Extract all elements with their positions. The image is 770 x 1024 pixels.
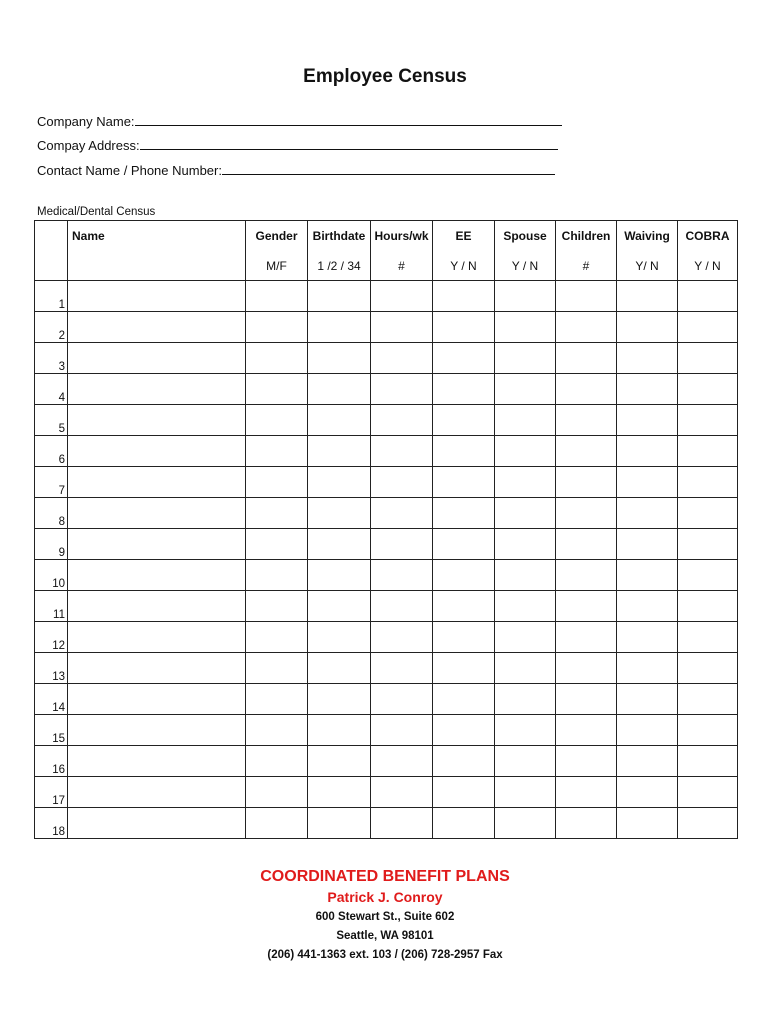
cell-waiving[interactable]	[617, 467, 678, 498]
col-sub-birthdate: 1 /2 / 34	[308, 251, 371, 281]
cell-name[interactable]	[68, 312, 246, 343]
row-number: 2	[35, 312, 68, 343]
table-row	[35, 808, 738, 839]
cell-cobra[interactable]	[678, 281, 738, 312]
cell-gender[interactable]	[246, 684, 308, 715]
cell-ee[interactable]	[433, 405, 495, 436]
row-number: 1	[35, 281, 68, 312]
table-row	[35, 467, 738, 498]
cell-waiving[interactable]	[617, 374, 678, 405]
cell-hours[interactable]	[371, 622, 433, 653]
cell-birthdate[interactable]	[308, 560, 371, 591]
cell-hours[interactable]	[371, 405, 433, 436]
cell-cobra[interactable]	[678, 374, 738, 405]
header-row	[35, 221, 738, 252]
cell-hours[interactable]	[371, 777, 433, 808]
company-name-field[interactable]	[37, 113, 562, 129]
cell-cobra[interactable]	[678, 436, 738, 467]
row-number: 4	[35, 374, 68, 405]
cell-ee[interactable]	[433, 746, 495, 777]
cell-hours[interactable]	[371, 529, 433, 560]
cell-children[interactable]	[556, 405, 617, 436]
cell-name[interactable]	[68, 684, 246, 715]
cell-children[interactable]	[556, 374, 617, 405]
col-sub-spouse: Y / N	[495, 251, 556, 281]
cell-ee[interactable]	[433, 374, 495, 405]
cell-name[interactable]	[68, 343, 246, 374]
col-sub-ee: Y / N	[433, 251, 495, 281]
cell-birthdate[interactable]	[308, 529, 371, 560]
cell-children[interactable]	[556, 746, 617, 777]
cell-birthdate[interactable]	[308, 808, 371, 839]
cell-name[interactable]	[68, 405, 246, 436]
row-number: 15	[35, 715, 68, 746]
cell-children[interactable]	[556, 498, 617, 529]
cell-hours[interactable]	[371, 312, 433, 343]
row-number: 16	[35, 746, 68, 777]
cell-spouse[interactable]	[495, 715, 556, 746]
cell-gender[interactable]	[246, 312, 308, 343]
section-label: Medical/Dental Census	[37, 206, 156, 218]
cell-waiving[interactable]	[617, 343, 678, 374]
cell-children[interactable]	[556, 343, 617, 374]
cell-waiving[interactable]	[617, 746, 678, 777]
cell-spouse[interactable]	[495, 684, 556, 715]
cell-spouse[interactable]	[495, 374, 556, 405]
cell-gender[interactable]	[246, 374, 308, 405]
cell-spouse[interactable]	[495, 281, 556, 312]
row-number: 6	[35, 436, 68, 467]
table-row	[35, 746, 738, 777]
cell-name[interactable]	[68, 808, 246, 839]
cell-hours[interactable]	[371, 653, 433, 684]
company-address-line[interactable]	[140, 137, 558, 150]
cell-gender[interactable]	[246, 405, 308, 436]
cell-cobra[interactable]	[678, 684, 738, 715]
cell-spouse[interactable]	[495, 498, 556, 529]
cell-ee[interactable]	[433, 467, 495, 498]
cell-spouse[interactable]	[495, 560, 556, 591]
row-number: 18	[35, 808, 68, 839]
cell-hours[interactable]	[371, 436, 433, 467]
table-row	[35, 715, 738, 746]
cell-ee[interactable]	[433, 684, 495, 715]
cell-name[interactable]	[68, 529, 246, 560]
row-number: 17	[35, 777, 68, 808]
row-number: 7	[35, 467, 68, 498]
cell-cobra[interactable]	[678, 653, 738, 684]
cell-waiving[interactable]	[617, 529, 678, 560]
cell-hours[interactable]	[371, 715, 433, 746]
cell-waiving[interactable]	[617, 405, 678, 436]
row-number-header	[35, 221, 68, 252]
cell-children[interactable]	[556, 684, 617, 715]
cell-name[interactable]	[68, 560, 246, 591]
cell-waiving[interactable]	[617, 312, 678, 343]
table-row	[35, 312, 738, 343]
cell-birthdate[interactable]	[308, 312, 371, 343]
col-header-gender: Gender	[246, 221, 308, 252]
cell-ee[interactable]	[433, 715, 495, 746]
col-sub-cobra: Y / N	[678, 251, 738, 281]
cell-gender[interactable]	[246, 808, 308, 839]
cell-ee[interactable]	[433, 343, 495, 374]
cell-spouse[interactable]	[495, 746, 556, 777]
table-row	[35, 343, 738, 374]
cell-hours[interactable]	[371, 498, 433, 529]
cell-cobra[interactable]	[678, 312, 738, 343]
cell-hours[interactable]	[371, 591, 433, 622]
cell-cobra[interactable]	[678, 746, 738, 777]
table-row	[35, 653, 738, 684]
cell-gender[interactable]	[246, 622, 308, 653]
cell-birthdate[interactable]	[308, 498, 371, 529]
cell-birthdate[interactable]	[308, 467, 371, 498]
table-row	[35, 281, 738, 312]
cell-waiving[interactable]	[617, 436, 678, 467]
cell-waiving[interactable]	[617, 777, 678, 808]
cell-cobra[interactable]	[678, 560, 738, 591]
cell-ee[interactable]	[433, 498, 495, 529]
company-name-label: Company Name:	[37, 114, 135, 129]
cell-spouse[interactable]	[495, 777, 556, 808]
cell-ee[interactable]	[433, 281, 495, 312]
table-row	[35, 622, 738, 653]
cell-birthdate[interactable]	[308, 436, 371, 467]
cell-hours[interactable]	[371, 746, 433, 777]
col-sub-waiving: Y/ N	[617, 251, 678, 281]
cell-name[interactable]	[68, 622, 246, 653]
cell-spouse[interactable]	[495, 622, 556, 653]
cell-spouse[interactable]	[495, 467, 556, 498]
footer-phone: (206) 441-1363 ext. 103 / (206) 728-2957 Fax	[267, 949, 503, 961]
cell-name[interactable]	[68, 498, 246, 529]
table-row	[35, 436, 738, 467]
cell-waiving[interactable]	[617, 622, 678, 653]
cell-cobra[interactable]	[678, 343, 738, 374]
col-header-cobra: COBRA	[678, 221, 738, 252]
cell-children[interactable]	[556, 591, 617, 622]
cell-cobra[interactable]	[678, 529, 738, 560]
cell-name[interactable]	[68, 591, 246, 622]
cell-hours[interactable]	[371, 684, 433, 715]
table-row	[35, 777, 738, 808]
cell-gender[interactable]	[246, 529, 308, 560]
census-table	[34, 220, 738, 839]
cell-children[interactable]	[556, 715, 617, 746]
cell-children[interactable]	[556, 529, 617, 560]
cell-ee[interactable]	[433, 312, 495, 343]
cell-gender[interactable]	[246, 467, 308, 498]
cell-cobra[interactable]	[678, 591, 738, 622]
cell-name[interactable]	[68, 715, 246, 746]
table-row	[35, 498, 738, 529]
table-row	[35, 374, 738, 405]
contact-label: Contact Name / Phone Number:	[37, 163, 222, 178]
cell-birthdate[interactable]	[308, 777, 371, 808]
cell-children[interactable]	[556, 281, 617, 312]
footer-address: 600 Stewart St., Suite 602	[315, 911, 455, 923]
cell-gender[interactable]	[246, 560, 308, 591]
company-address-field[interactable]	[37, 137, 558, 153]
cell-gender[interactable]	[246, 498, 308, 529]
cell-name[interactable]	[68, 653, 246, 684]
cell-birthdate[interactable]	[308, 343, 371, 374]
row-number: 12	[35, 622, 68, 653]
cell-children[interactable]	[556, 653, 617, 684]
cell-children[interactable]	[556, 467, 617, 498]
page-title: Employee Census	[303, 66, 467, 87]
footer-company: COORDINATED BENEFIT PLANS	[260, 868, 510, 885]
col-header-waiving: Waiving	[617, 221, 678, 252]
cell-children[interactable]	[556, 808, 617, 839]
cell-gender[interactable]	[246, 436, 308, 467]
cell-ee[interactable]	[433, 808, 495, 839]
row-number: 11	[35, 591, 68, 622]
cell-name[interactable]	[68, 777, 246, 808]
contact-field[interactable]	[37, 162, 555, 178]
cell-gender[interactable]	[246, 777, 308, 808]
cell-waiving[interactable]	[617, 591, 678, 622]
cell-spouse[interactable]	[495, 653, 556, 684]
cell-birthdate[interactable]	[308, 281, 371, 312]
cell-children[interactable]	[556, 777, 617, 808]
cell-spouse[interactable]	[495, 591, 556, 622]
cell-ee[interactable]	[433, 529, 495, 560]
cell-gender[interactable]	[246, 653, 308, 684]
cell-children[interactable]	[556, 312, 617, 343]
cell-hours[interactable]	[371, 467, 433, 498]
cell-birthdate[interactable]	[308, 374, 371, 405]
row-number: 5	[35, 405, 68, 436]
contact-line[interactable]	[222, 162, 555, 175]
cell-birthdate[interactable]	[308, 653, 371, 684]
cell-hours[interactable]	[371, 808, 433, 839]
row-number: 10	[35, 560, 68, 591]
cell-cobra[interactable]	[678, 777, 738, 808]
footer-person: Patrick J. Conroy	[327, 889, 443, 905]
table-row	[35, 591, 738, 622]
cell-spouse[interactable]	[495, 312, 556, 343]
row-number-subheader	[35, 251, 68, 281]
cell-gender[interactable]	[246, 343, 308, 374]
cell-birthdate[interactable]	[308, 715, 371, 746]
col-sub-name	[68, 251, 246, 281]
cell-name[interactable]	[68, 281, 246, 312]
cell-ee[interactable]	[433, 591, 495, 622]
row-number: 3	[35, 343, 68, 374]
cell-hours[interactable]	[371, 374, 433, 405]
cell-birthdate[interactable]	[308, 622, 371, 653]
cell-birthdate[interactable]	[308, 405, 371, 436]
cell-hours[interactable]	[371, 560, 433, 591]
col-header-name: Name	[68, 221, 246, 252]
cell-ee[interactable]	[433, 777, 495, 808]
cell-ee[interactable]	[433, 653, 495, 684]
cell-ee[interactable]	[433, 436, 495, 467]
cell-waiving[interactable]	[617, 560, 678, 591]
cell-gender[interactable]	[246, 715, 308, 746]
cell-birthdate[interactable]	[308, 591, 371, 622]
cell-cobra[interactable]	[678, 808, 738, 839]
cell-cobra[interactable]	[678, 405, 738, 436]
cell-spouse[interactable]	[495, 343, 556, 374]
table-row	[35, 529, 738, 560]
table-row	[35, 560, 738, 591]
col-sub-gender: M/F	[246, 251, 308, 281]
footer-city: Seattle, WA 98101	[336, 930, 434, 942]
cell-cobra[interactable]	[678, 715, 738, 746]
cell-spouse[interactable]	[495, 436, 556, 467]
row-number: 9	[35, 529, 68, 560]
row-number: 8	[35, 498, 68, 529]
col-header-ee: EE	[433, 221, 495, 252]
col-header-hours: Hours/wk	[371, 221, 433, 252]
col-sub-hours: #	[371, 251, 433, 281]
company-name-line[interactable]	[135, 113, 562, 126]
cell-spouse[interactable]	[495, 529, 556, 560]
table-row	[35, 405, 738, 436]
cell-children[interactable]	[556, 436, 617, 467]
cell-name[interactable]	[68, 746, 246, 777]
cell-cobra[interactable]	[678, 467, 738, 498]
cell-waiving[interactable]	[617, 684, 678, 715]
cell-gender[interactable]	[246, 591, 308, 622]
col-header-spouse: Spouse	[495, 221, 556, 252]
cell-waiving[interactable]	[617, 715, 678, 746]
cell-ee[interactable]	[433, 622, 495, 653]
cell-name[interactable]	[68, 467, 246, 498]
cell-waiving[interactable]	[617, 653, 678, 684]
cell-cobra[interactable]	[678, 498, 738, 529]
company-address-label: Compay Address:	[37, 138, 140, 153]
cell-hours[interactable]	[371, 281, 433, 312]
cell-hours[interactable]	[371, 343, 433, 374]
cell-children[interactable]	[556, 622, 617, 653]
cell-children[interactable]	[556, 560, 617, 591]
row-number: 13	[35, 653, 68, 684]
table-row	[35, 684, 738, 715]
col-sub-children: #	[556, 251, 617, 281]
cell-waiving[interactable]	[617, 808, 678, 839]
subheader-row	[35, 251, 738, 281]
cell-waiving[interactable]	[617, 498, 678, 529]
cell-ee[interactable]	[433, 560, 495, 591]
row-number: 14	[35, 684, 68, 715]
cell-birthdate[interactable]	[308, 684, 371, 715]
cell-spouse[interactable]	[495, 405, 556, 436]
cell-name[interactable]	[68, 436, 246, 467]
cell-gender[interactable]	[246, 746, 308, 777]
col-header-birthdate: Birthdate	[308, 221, 371, 252]
cell-gender[interactable]	[246, 281, 308, 312]
cell-spouse[interactable]	[495, 808, 556, 839]
cell-name[interactable]	[68, 374, 246, 405]
cell-cobra[interactable]	[678, 622, 738, 653]
col-header-children: Children	[556, 221, 617, 252]
cell-waiving[interactable]	[617, 281, 678, 312]
cell-birthdate[interactable]	[308, 746, 371, 777]
